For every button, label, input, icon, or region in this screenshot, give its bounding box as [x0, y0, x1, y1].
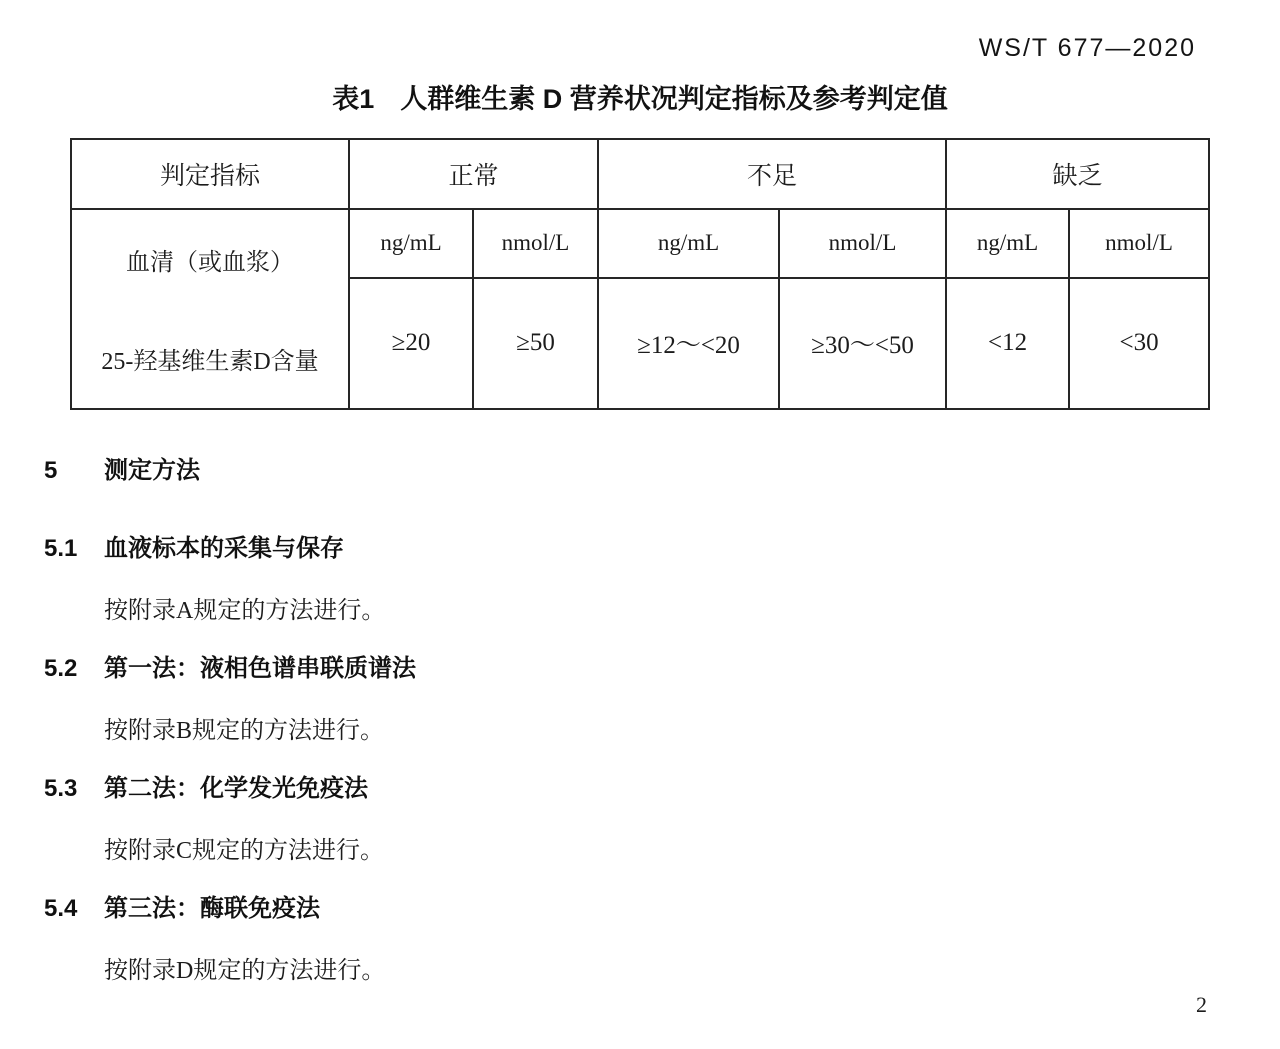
- value-cell-insufficient-nmol: ≥30～<50: [779, 278, 946, 409]
- indicator-line-2: 25-羟基维生素D含量: [101, 349, 319, 375]
- section-title: 测定方法: [104, 457, 200, 484]
- table-title: [0, 77, 1280, 116]
- section-title: 第三法：酶联免疫法: [104, 895, 320, 922]
- section-heading-5-3: [44, 774, 1220, 804]
- table-label: 表1: [332, 84, 375, 114]
- table-caption: 人群维生素 D 营养状况判定指标及参考判定值: [400, 84, 948, 114]
- unit-cell-insufficient-nmol: nmol/L: [779, 209, 946, 278]
- value-cell-normal-nmol: ≥50: [473, 278, 598, 409]
- section-number: 5.1: [44, 535, 78, 562]
- header-cell-deficient: 缺乏: [946, 139, 1209, 209]
- value-cell-deficient-ng: <12: [946, 278, 1069, 409]
- value-cell-normal-ng: ≥20: [349, 278, 473, 409]
- unit-cell-deficient-ng: ng/mL: [946, 209, 1069, 278]
- section-heading-5-2: [44, 654, 1220, 684]
- indicator-cell: [71, 209, 349, 409]
- unit-cell-normal-nmol: nmol/L: [473, 209, 598, 278]
- section-number: 5.3: [44, 775, 78, 802]
- header-cell-insufficient: 不足: [598, 139, 946, 209]
- section-body-5-4: 按附录D规定的方法进行。: [104, 958, 386, 984]
- section-title: 血液标本的采集与保存: [104, 535, 344, 562]
- section-number: 5: [44, 457, 58, 484]
- value-cell-deficient-nmol: <30: [1069, 278, 1209, 409]
- unit-cell-normal-ng: ng/mL: [349, 209, 473, 278]
- doc-number: WS/T 677—2020: [978, 34, 1196, 62]
- unit-cell-deficient-nmol: nmol/L: [1069, 209, 1209, 278]
- value-cell-insufficient-ng: ≥12～<20: [598, 278, 779, 409]
- vitamin-d-criteria-table: [70, 138, 1210, 410]
- header-cell-normal: 正常: [349, 139, 598, 209]
- section-body-5-2: 按附录B规定的方法进行。: [104, 718, 385, 744]
- section-body-5-3: 按附录C规定的方法进行。: [104, 838, 385, 864]
- table-units-row: [71, 209, 1209, 278]
- table-header-row: [71, 139, 1209, 209]
- section-number: 5.4: [44, 895, 78, 922]
- section-title: 第一法：液相色谱串联质谱法: [104, 655, 416, 682]
- sections: [44, 456, 1220, 986]
- section-body-5-1: 按附录A规定的方法进行。: [104, 598, 386, 624]
- indicator-text: [72, 210, 348, 408]
- unit-cell-insufficient-ng: ng/mL: [598, 209, 779, 278]
- section-number: 5.2: [44, 655, 78, 682]
- header-cell-indicator: 判定指标: [71, 139, 349, 209]
- page-number: 2: [1196, 992, 1207, 1017]
- section-heading-5: [44, 456, 1220, 486]
- section-title: 第二法：化学发光免疫法: [104, 775, 368, 802]
- indicator-line-1: 血清（或血浆）: [126, 250, 294, 276]
- section-heading-5-1: [44, 534, 1220, 564]
- section-heading-5-4: [44, 894, 1220, 924]
